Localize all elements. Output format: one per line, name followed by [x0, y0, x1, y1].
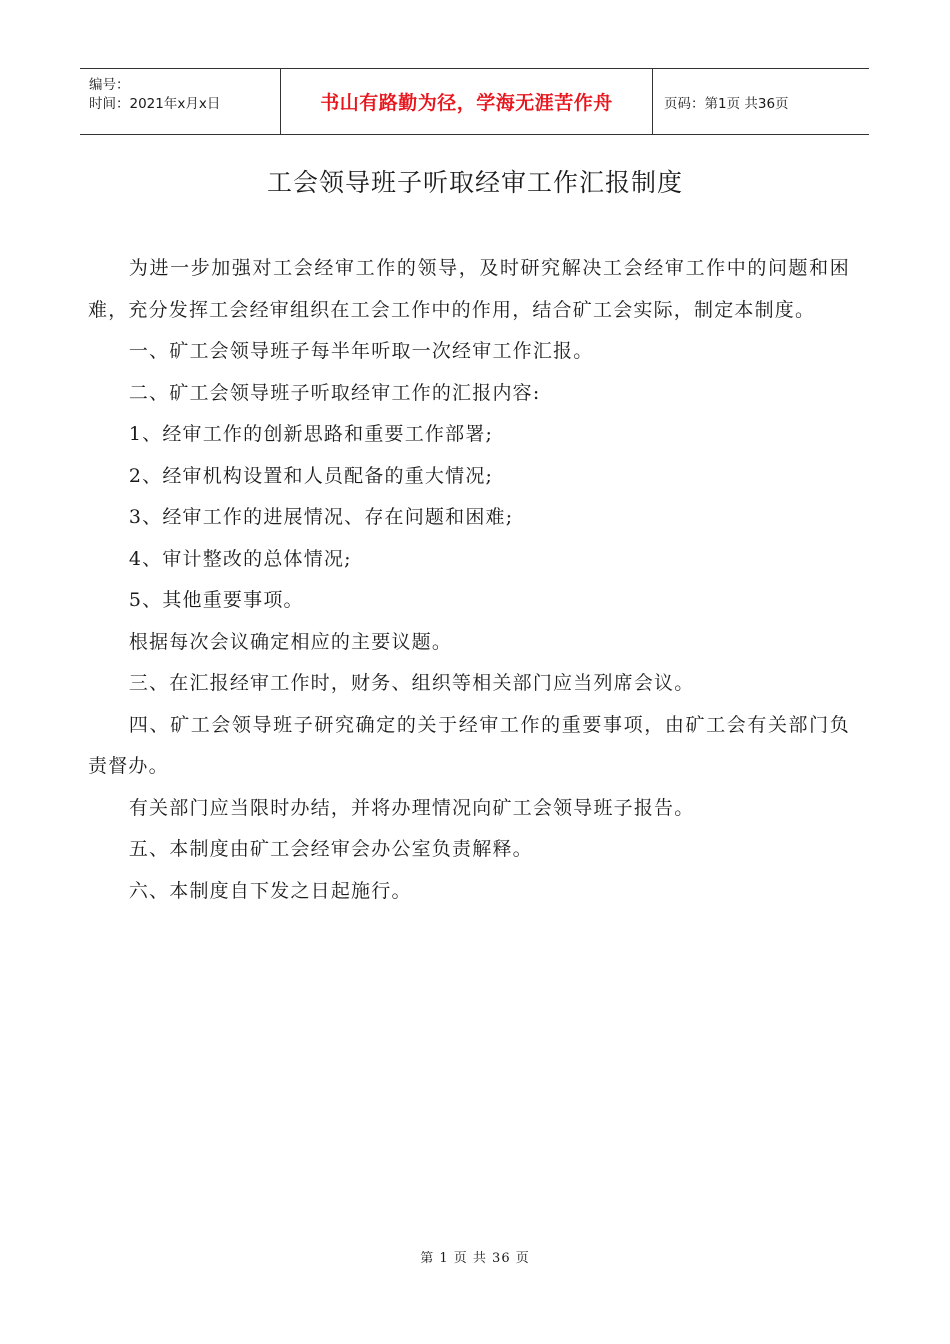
header-page-info: 页码：第1页 共36页 [664, 95, 789, 112]
paragraph-item-4: 四、矿工会领导班子研究确定的关于经审工作的重要事项，由矿工会有关部门负责督办。 [88, 713, 850, 777]
paragraph-deadline-note: 有关部门应当限时办结，并将办理情况向矿工会领导班子报告。 [128, 796, 695, 819]
paragraph-topic-note: 根据每次会议确定相应的主要议题。 [128, 630, 453, 653]
paragraph-subitem-5: 5、其他重要事项。 [128, 589, 304, 611]
header-motto: 书山有路勤为径，学海无涯苦作舟 [281, 69, 653, 134]
page-footer: 第 1 页 共 36 页 [420, 1251, 530, 1266]
paragraph-item-1: 一、矿工会领导班子每半年听取一次经审工作汇报。 [128, 340, 594, 362]
paragraph-subitem-2: 2、经审机构设置和人员配备的重大情况; [128, 464, 494, 487]
paragraph-subitem-4: 4、审计整改的总体情况; [128, 547, 352, 570]
document-time-label: 时间：2021年x月x日 [89, 96, 221, 112]
paragraph-intro: 为进一步加强对工会经审工作的领导，及时研究解决工会经审工作中的问题和困难，充分发挥工会经审组织在工会工作中的作用，结合矿工会实际，制定本制度。 [88, 257, 850, 321]
document-body [88, 248, 850, 912]
document-header [80, 68, 869, 135]
header-meta-cell [80, 69, 281, 134]
document-number-label: 编号： [89, 77, 130, 93]
paragraph-item-3: 三、在汇报经审工作时，财务、组织等相关部门应当列席会议。 [128, 672, 695, 694]
paragraph-item-5: 五、本制度由矿工会经审会办公室负责解释。 [128, 838, 533, 860]
paragraph-item-6: 六、本制度自下发之日起施行。 [128, 879, 412, 902]
document-title: 工会领导班子听取经审工作汇报制度 [266, 168, 683, 197]
paragraph-subitem-1: 1、经审工作的创新思路和重要工作部署; [128, 423, 494, 445]
paragraph-subitem-3: 3、经审工作的进展情况、存在问题和困难; [128, 506, 514, 528]
paragraph-item-2: 二、矿工会领导班子听取经审工作的汇报内容: [128, 381, 541, 404]
